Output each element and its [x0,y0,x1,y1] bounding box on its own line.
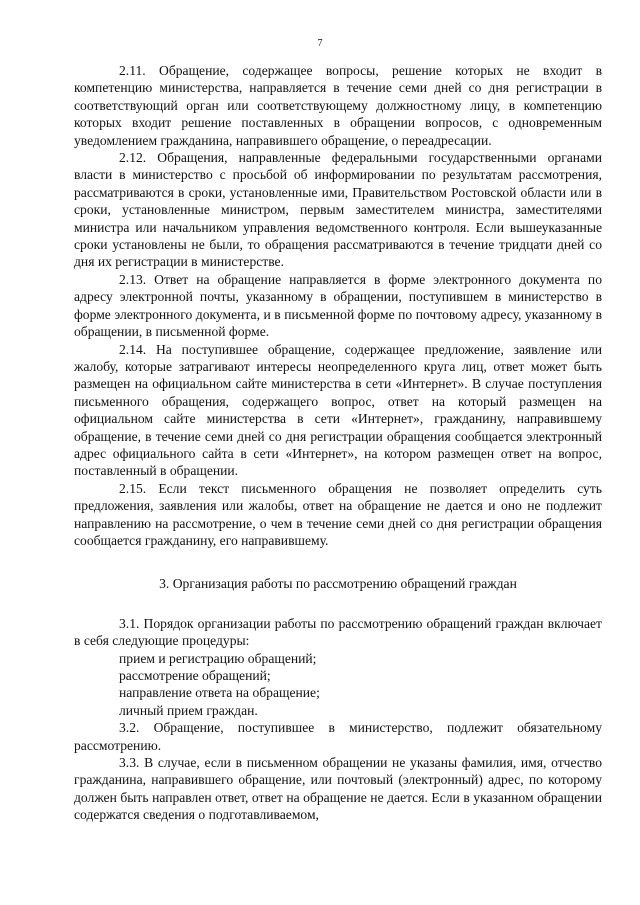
paragraph-3-3: 3.3. В случае, если в письменном обращении не указаны фамилия, имя, отчество гражданина, направившего обращение, или почтовый (электронный) адрес, по которому должен быть направлен ответ, ответ на обращение не дается. Если в указанном обращении содержатся сведения о подготавливаемом, [74,755,602,823]
paragraph-2-13: 2.13. Ответ на обращение направляется в форме электронного документа по адресу электронной почты, указанному в обращении, поступившем в министерство в форме электронного документа, и в письменной форме по почтовому адресу, указанному в обращении, в письменной форме. [74,271,602,340]
paragraph-2-14: 2.14. На поступившее обращение, содержащее предложение, заявление или жалобу, которые затрагивают интересы неопределенного круга лиц, ответ может быть размещен на официальном сайте министерства в сети «Интернет». В случае поступления письменного обращения, содержащего вопрос, ответ на который размещен на официальном сайте министерства в сети «Интернет», гражданину, направившему обращение, в течение семи дней со дня регистрации обращения сообщается электронный адрес официального сайта в сети «Интернет», на котором размещен ответ на вопрос, поставленный в обращении. [74,341,602,479]
section-title: 3. Организация работы по рассмотрению обращений граждан [159,576,517,592]
page-number: 7 [317,38,323,49]
procedure-item: прием и регистрацию обращений; [119,650,317,666]
paragraph-2-11: 2.11. Обращение, содержащее вопросы, решение которых не входит в компетенцию министерства, направляется в течение семи дней со дня регистрации в соответствующий орган или соответствующему должностному лицу, в компетенцию которых входит решение поставленных в обращении вопросов, с одновременным уведомлением гражданина, направившего обращение, о переадресации. [74,63,602,148]
paragraph-2-12: 2.12. Обращения, направленные федеральными государственными органами власти в министерство с просьбой об информировании по результатам рассмотрения, рассматриваются в сроки, установленные ими, Правительством Ростовской области или в сроки, установленные министром, первым заместителем министра, заместителями министра или начальником управления ведомственного контроля. Если вышеуказанные сроки установлены не были, то обращения рассматриваются в течение тридцати дней со дня их регистрации в министерстве. [74,150,602,270]
paragraph-2-15: 2.15. Если текст письменного обращения не позволяет определить суть предложения, заявления или жалобы, ответ на обращение не дается и оно не подлежит направлению на рассмотрение, о чем в течение семи дней со дня регистрации обращения сообщается гражданину, его направившему. [74,480,602,548]
procedure-item: личный прием граждан. [119,702,258,718]
procedure-item: рассмотрение обращений; [119,668,271,683]
procedure-item: направление ответа на обращение; [119,685,320,701]
document-body [74,62,602,824]
paragraph-3-1: 3.1. Порядок организации работы по рассмотрению обращений граждан включает в себя следующие процедуры: [74,615,602,649]
paragraph-3-2: 3.2. Обращение, поступившее в министерство, подлежит обязательному рассмотрению. [74,720,602,753]
